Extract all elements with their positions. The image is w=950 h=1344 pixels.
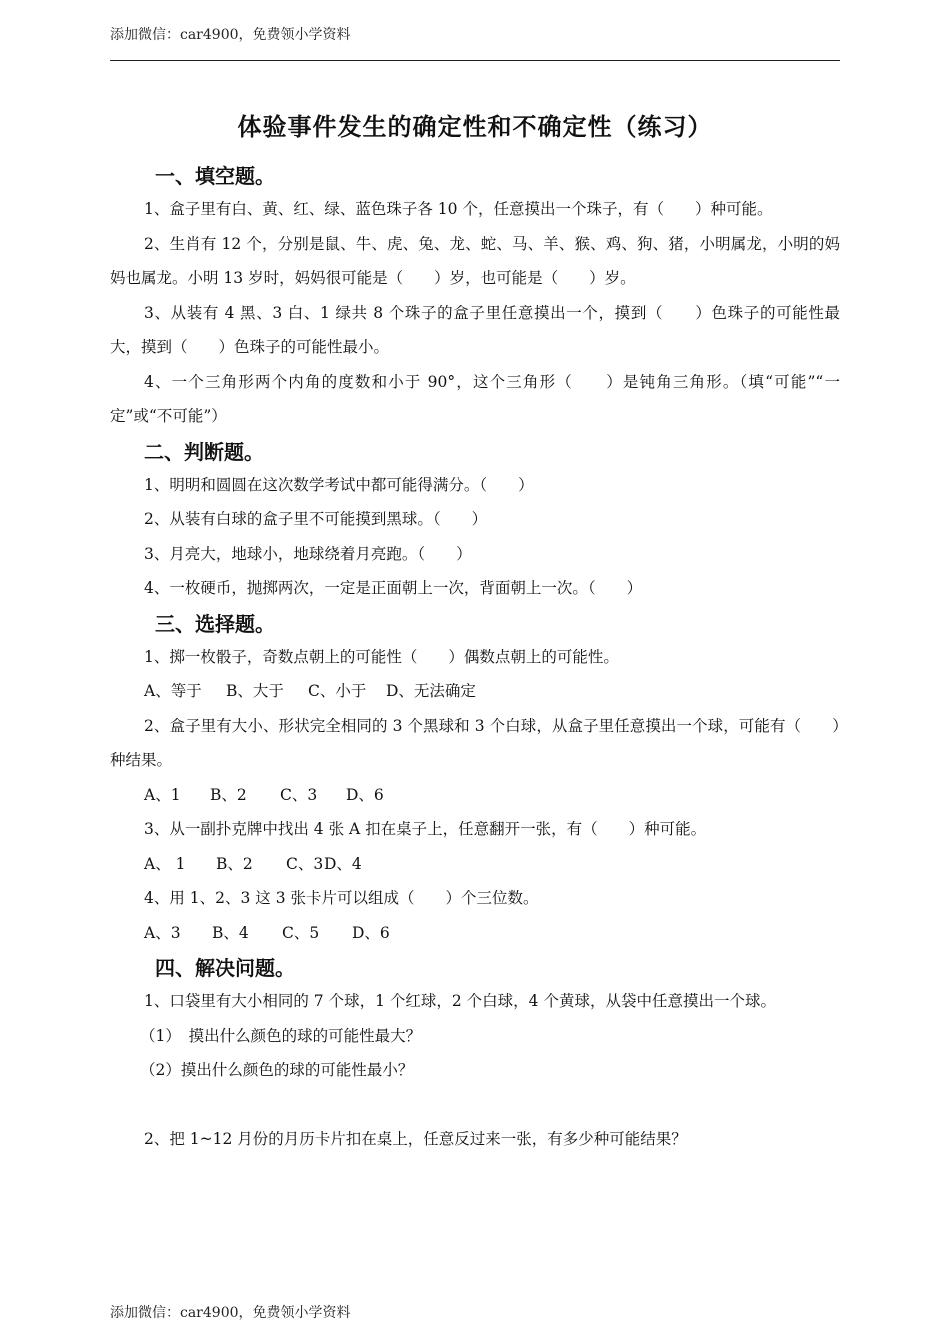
choice-options-3 [110, 847, 840, 882]
option: B、2 [210, 785, 247, 804]
section-heading-judge: 二、判断题。 [144, 439, 264, 464]
fill-question-2: 2、生肖有 12 个，分别是鼠、牛、虎、兔、龙、蛇、马、羊、猴、鸡、狗、猪，小明属龙，小明的妈妈也属龙。小明 13 岁时，妈妈很可能是（ ）岁，也可能是（ ）岁。 [110, 234, 840, 287]
option: A、3 [144, 923, 181, 942]
choice-options-2 [110, 778, 840, 813]
fill-question-3: 3、从装有 4 黑、3 白、1 绿共 8 个珠子的盒子里任意摸出一个，摸到（ ）色珠子的可能性最大，摸到（ ）色珠子的可能性最小。 [110, 303, 840, 356]
solve-question-1b: （2）摸出什么颜色的球的可能性最小？ [140, 1061, 414, 1079]
solve-question-1: 1、口袋里有大小相同的 7 个球，1 个红球，2 个白球，4 个黄球，从袋中任意摸出一个球。 [144, 992, 776, 1010]
option: D、6 [346, 785, 384, 804]
option: D、4 [324, 854, 362, 873]
option: D、6 [352, 923, 390, 942]
footer-watermark: 添加微信：car4900，免费领小学资料 [110, 1305, 351, 1321]
option: C、小于 [308, 682, 367, 700]
judge-question-2: 2、从装有白球的盒子里不可能摸到黑球。（ ） [144, 510, 488, 528]
answer-space [110, 1088, 840, 1122]
option: A、 1 [144, 854, 186, 873]
solve-question-2: 2、把 1~12 月份的月历卡片扣在桌上，任意反过来一张，有多少种可能结果？ [144, 1129, 687, 1148]
choice-question-3: 3、从一副扑克牌中找出 4 张 A 扣在桌子上，任意翻开一张，有（ ）种可能。 [144, 820, 707, 838]
fill-question-4: 4、一个三角形两个内角的度数和小于 90°，这个三角形（ ）是钝角三角形。（填“可能”“一定”或“不可能”） [110, 372, 840, 425]
choice-question-1: 1、掷一枚骰子，奇数点朝上的可能性（ ）偶数点朝上的可能性。 [144, 647, 619, 666]
choice-options-4 [110, 916, 840, 951]
option: C、3 [280, 785, 318, 804]
header-watermark: 添加微信：car4900，免费领小学资料 [110, 27, 351, 43]
solve-question-1a: （1） 摸出什么颜色的球的可能性最大？ [140, 1026, 422, 1045]
header-rule [110, 60, 840, 61]
section-heading-solve: 四、解决问题。 [155, 956, 295, 980]
choice-question-2: 2、盒子里有大小、形状完全相同的 3 个黑球和 3 个白球，从盒子里任意摸出一个球，可能有（ ）种结果。 [110, 716, 840, 769]
page-title: 体验事件发生的确定性和不确定性（练习） [237, 113, 713, 141]
option: C、5 [282, 923, 320, 942]
worksheet-body [110, 158, 840, 1156]
option: A、1 [144, 785, 181, 804]
option: A、等于 [144, 682, 202, 700]
choice-question-4: 4、用 1、2、3 这 3 张卡片可以组成（ ）个三位数。 [144, 889, 539, 907]
section-heading-fill: 一、填空题。 [155, 164, 275, 188]
section-heading-choice: 三、选择题。 [155, 611, 275, 636]
choice-options-1 [110, 674, 840, 709]
judge-question-3: 3、月亮大，地球小，地球绕着月亮跑。（ ） [144, 544, 472, 563]
judge-question-4: 4、一枚硬币，抛掷两次，一定是正面朝上一次，背面朝上一次。（ ） [144, 579, 643, 597]
option: B、4 [212, 923, 249, 942]
judge-question-1: 1、明明和圆圆在这次数学考试中都可能得满分。（ ） [144, 475, 534, 494]
option: C、3 [286, 854, 324, 873]
fill-question-1: 1、盒子里有白、黄、红、绿、蓝色珠子各 10 个，任意摸出一个珠子，有（ ）种可能。 [144, 200, 773, 218]
option: D、无法确定 [386, 682, 476, 700]
option: B、2 [216, 854, 253, 873]
option: B、大于 [226, 682, 284, 700]
